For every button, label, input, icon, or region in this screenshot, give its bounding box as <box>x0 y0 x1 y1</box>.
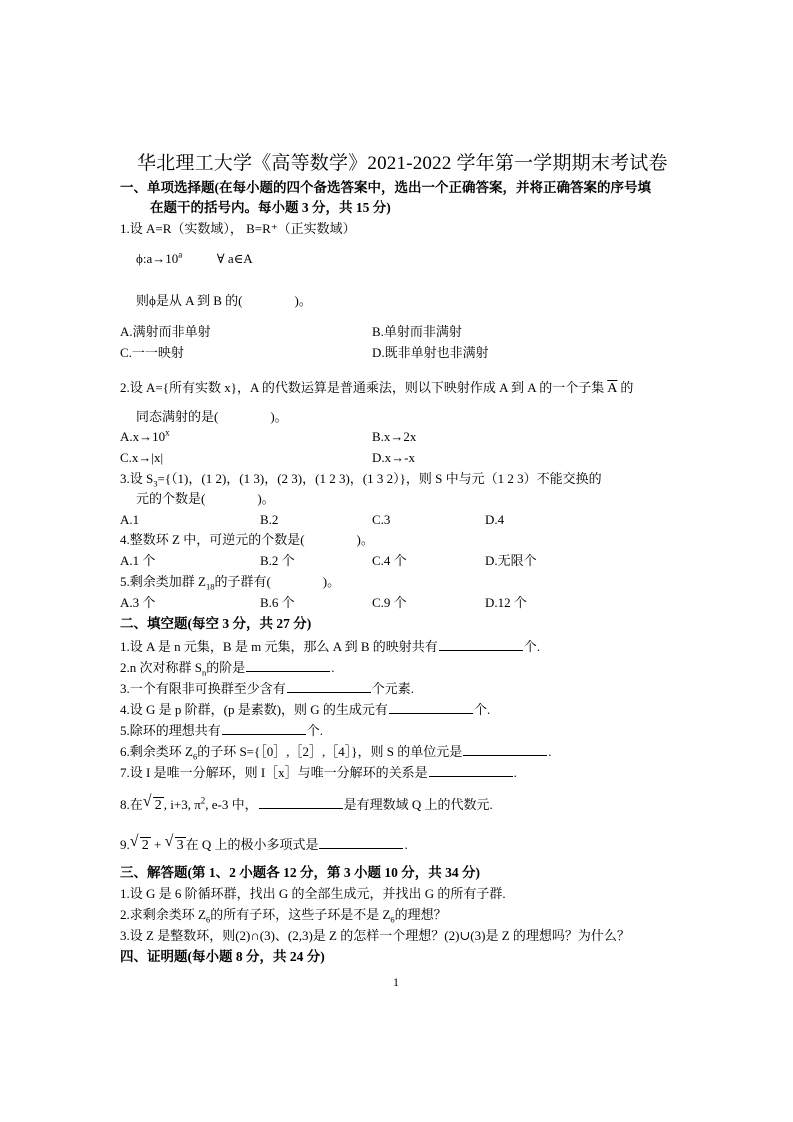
s2-q9-blank <box>319 836 403 849</box>
s2-q8-a: 8.在 <box>120 797 143 812</box>
s1-q1-ask <box>136 294 312 307</box>
s2-q4-b: 个. <box>473 702 491 717</box>
s1-q5-option-c: C.9 个 <box>372 595 407 610</box>
s2-q9-rad1: 2 <box>141 838 149 853</box>
s2-q6-sub: 6 <box>192 751 198 762</box>
section4-heading: 四、证明题(每小题 8 分，共 24 分) <box>120 949 325 964</box>
s1-q2-line2-a: 同态满射的是( <box>136 409 219 424</box>
s1-q2-option-d: D.x→-x <box>372 450 415 465</box>
s3-q2-b: 的所有子环，这些子环是不是 Z <box>210 907 391 922</box>
s2-q9-b: 在 Q 上的极小多项式是 <box>185 837 319 852</box>
s1-q1-option-c: C.一一映射 <box>120 345 184 360</box>
s2-q8-d: 是有理数域 Q 上的代数元. <box>343 797 493 812</box>
s1-q2-option-b: B.x→2x <box>372 429 417 444</box>
s3-q2-sub2: 6 <box>390 914 395 925</box>
s1-q4-option-d: D.无限个 <box>485 553 537 568</box>
s1-q3-stem-a: 3.设 S <box>120 471 154 486</box>
s1-q1-option-b: B.单射而非满射 <box>372 324 462 339</box>
s1-q2-option-a-sup: x <box>165 427 170 438</box>
section1-heading-line2: 在题干的括号内。每小题 3 分，共 15 分) <box>150 200 391 215</box>
s2-q8-sup: 2 <box>200 795 206 806</box>
s2-q7-a: 7.设 I 是唯一分解环，则 I［x］与唯一分解环的关系是 <box>120 765 428 780</box>
s1-q5-option-b: B.6 个 <box>260 595 295 610</box>
s1-q4-option-c: C.4 个 <box>372 553 407 568</box>
section2-heading: 二、填空题(每空 3 分，共 27 分) <box>120 616 312 631</box>
exam-title: 华北理工大学《高等数学》2021-2022 学年第一学期期末考试卷 <box>137 153 668 174</box>
s2-q9-c: . <box>404 837 408 852</box>
s2-q5 <box>120 722 323 737</box>
s2-q1-b: 个. <box>523 639 541 654</box>
s1-q3-option-d: D.4 <box>485 512 505 527</box>
s1-q1-option-a: A.满射而非单射 <box>120 324 211 339</box>
s2-q7 <box>120 764 517 779</box>
s1-q2-set-a-bar: $\overline{A}$ <box>607 381 618 396</box>
s3-q1: 1.设 G 是 6 阶循环群，找出 G 的全部生成元，并找出 G 的所有子群. <box>120 886 506 901</box>
s2-q7-b: . <box>513 765 517 780</box>
s2-q2-b: 的阶是 <box>206 660 246 675</box>
s1-q3-line2-b: )。 <box>257 491 275 506</box>
s1-q4-option-b: B.2 个 <box>260 553 295 568</box>
s3-q2-sub1: 6 <box>205 914 211 925</box>
s2-q2 <box>120 659 335 678</box>
s1-q2-option-a <box>120 427 170 444</box>
s2-q6-c: . <box>548 744 552 759</box>
s1-q4-stem-b: )。 <box>356 532 374 547</box>
s1-q5-option-a: A.3 个 <box>120 595 156 610</box>
s3-q2 <box>120 907 447 925</box>
s2-q3-blank <box>287 680 371 693</box>
s2-q5-blank <box>222 722 306 735</box>
s1-q1-stem: 1.设 A=R（实数域）， B=R⁺（正实数域） <box>120 221 356 236</box>
s3-q2-a: 2.求剩余类环 Z <box>120 907 206 922</box>
s1-q4-option-a: A.1 个 <box>120 553 156 568</box>
s2-q2-sub: n <box>201 667 207 678</box>
s1-q5-stem-c: )。 <box>322 574 341 589</box>
s1-q1-map-sup: a <box>178 249 183 260</box>
s1-q3-stem-b: ={（1)，(1 2)，(1 3)，(2 3)，(1 2 3)，(1 3 2）}，则 S 中与元（1 2 3）不能交换的 <box>157 471 602 486</box>
s2-q9-a: 9. <box>120 837 130 852</box>
s1-q1-ask-text: 则ϕ是从 A 到 B 的( <box>136 293 243 308</box>
s2-q4-a: 4.设 G 是 p 阶群，(p 是素数)，则 G 的生成元有 <box>120 702 388 717</box>
s2-q1 <box>120 638 540 653</box>
s2-q6 <box>120 743 552 762</box>
section1-heading-line1: 一、单项选择题(在每小题的四个备选答案中，选出一个正确答案，并将正确答案的序号填 <box>120 180 651 195</box>
s2-q8-rad: 2 <box>154 798 162 813</box>
s2-q2-blank <box>246 659 330 672</box>
s2-q1-blank <box>439 638 523 651</box>
s1-q5-stem <box>120 574 341 592</box>
s1-q5-stem-sub: 18 <box>205 581 215 592</box>
s3-q2-c: 的理想？ <box>394 907 447 922</box>
sqrt-2-symbol: √ 2 <box>129 833 149 853</box>
s1-q2-line2-b: )。 <box>270 409 288 424</box>
s1-q2-stem-b: 的 <box>620 380 634 395</box>
s1-q5-stem-b: 的子群有( <box>214 574 271 589</box>
s2-q9 <box>120 833 408 853</box>
s1-q2-line2 <box>136 410 288 423</box>
s2-q8-b: , i+3, π <box>163 797 201 812</box>
s2-q1-a: 1.设 A 是 n 元集，B 是 m 元集，那么 A 到 B 的映射共有 <box>120 639 438 654</box>
s2-q6-blank <box>463 743 547 756</box>
s1-q3-line2-a: 元的个数是( <box>136 491 206 506</box>
page-number: 1 <box>393 975 399 989</box>
s2-q6-b: 的子环 S={［0］,［2］,［4］}，则 S 的单位元是 <box>197 744 463 759</box>
s1-q1-option-d: D.既非单射也非满射 <box>372 345 489 360</box>
s1-q1-mapping <box>136 249 253 266</box>
s3-q3: 3.设 Z 是整数环，则(2)∩(3)、(2,3)是 Z 的怎样一个理想？(2)∪(3)是 Z 的理想吗？为什么？ <box>120 928 630 943</box>
sqrt-3-symbol: √ 3 <box>164 833 184 853</box>
s2-q8 <box>120 793 493 813</box>
s2-q5-a: 5.除环的理想共有 <box>120 723 221 738</box>
s1-q2-option-c: C.x→|x| <box>120 450 164 465</box>
s1-q4-stem-a: 4.整数环 Z 中，可逆元的个数是( <box>120 532 305 547</box>
s1-q2-option-a-text: A.x→10 <box>120 429 166 444</box>
s1-q3-stem-sub: 3 <box>153 478 158 489</box>
s2-q3-b: 个元素. <box>371 681 415 696</box>
s2-q8-blank <box>259 796 343 809</box>
s2-q5-b: 个. <box>306 723 324 738</box>
s1-q1-ask-end: )。 <box>294 293 312 308</box>
s1-q3-option-c: C.3 <box>372 512 391 527</box>
s1-q1-map-a: ϕ:a→10 <box>136 251 179 266</box>
s2-q9-rad2: 3 <box>176 838 184 853</box>
s2-q2-c: . <box>331 660 335 675</box>
s2-q6-a: 6.剩余类环 Z <box>120 744 193 759</box>
s2-q2-a: 2.n 次对称群 S <box>120 660 202 675</box>
s2-q3 <box>120 680 414 695</box>
s1-q5-stem-a: 5.剩余类加群 Z <box>120 574 206 589</box>
s1-q3-line2 <box>136 492 275 505</box>
s1-q2-stem-a: 2.设 A={所有实数 x}，A 的代数运算是普通乘法，则以下映射作成 A 到 A 的一个子集 <box>120 380 605 395</box>
s1-q5-option-d: D.12 个 <box>485 595 527 610</box>
s1-q2-stem <box>120 381 633 396</box>
s2-q8-c: , e-3 中， <box>205 797 258 812</box>
s2-q4-blank <box>389 701 473 714</box>
s1-q3-stem <box>120 471 602 489</box>
s2-q7-blank <box>429 764 513 777</box>
s2-q4 <box>120 701 490 716</box>
s1-q3-option-a: A.1 <box>120 512 140 527</box>
sqrt-2-symbol: √ 2 <box>142 793 162 813</box>
s1-q4-stem <box>120 533 374 546</box>
s1-q3-option-b: B.2 <box>260 512 279 527</box>
s2-q9-plus: + <box>150 837 165 852</box>
s2-q3-a: 3.一个有限非可换群至少含有 <box>120 681 286 696</box>
s1-q1-map-b: ∀ a∈A <box>216 251 253 266</box>
section3-heading: 三、解答题(第 1、2 小题各 12 分，第 3 小题 10 分，共 34 分) <box>120 865 480 880</box>
